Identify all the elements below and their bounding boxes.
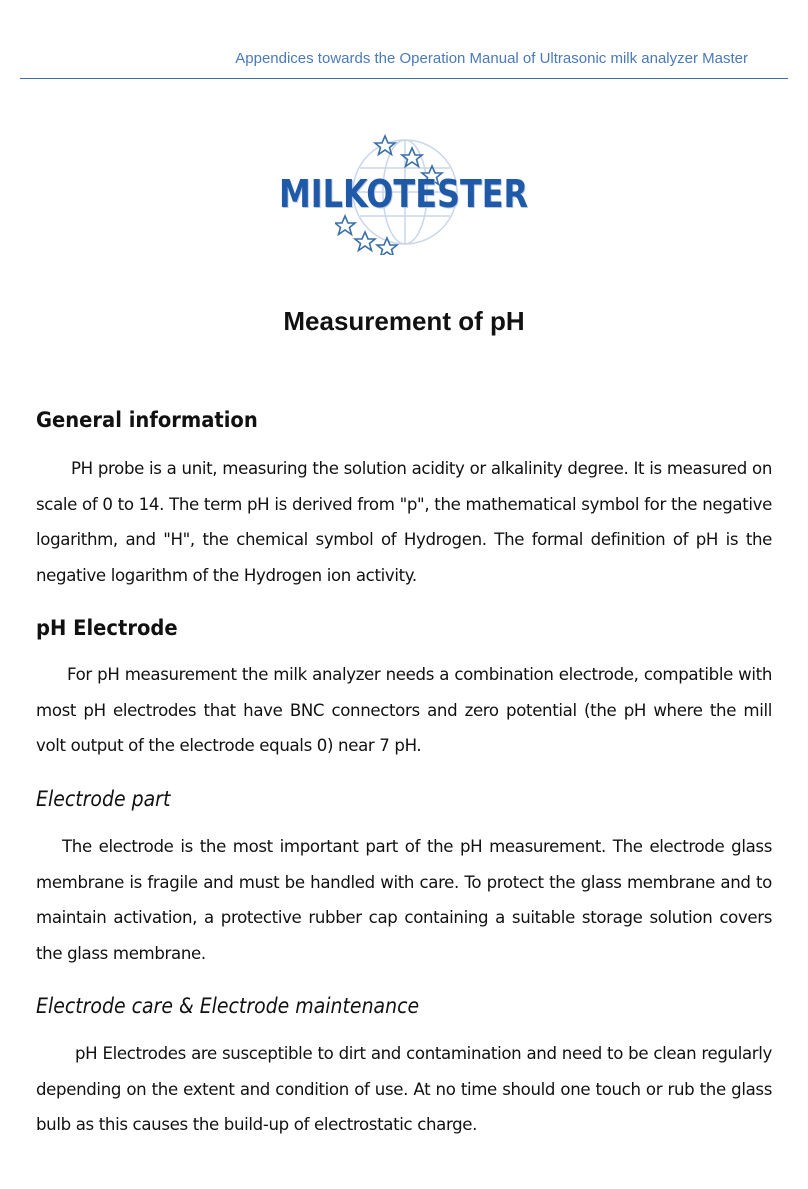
section-heading-electrode-care: Electrode care & Electrode maintenance (36, 994, 420, 1018)
running-header: Appendices towards the Operation Manual of Ultrasonic milk analyzer Master (235, 50, 748, 67)
milkotester-logo (275, 122, 529, 257)
page-title: Measurement of pH (283, 306, 525, 336)
header-divider (20, 78, 788, 79)
section-heading-electrode-part: Electrode part (36, 787, 171, 811)
logo-wordmark: MILKOTESTER (279, 172, 529, 216)
section-paragraph-general-information: PH probe is a unit, measuring the solution acidity or alkalinity degree. It is measured on scale of 0 to 14. The term pH is derived from "p", the mathematical symbol for the negative logarithm, and "H", the chemical symbol of Hydrogen. The formal definition of pH is the negative logarithm of the Hydrogen ion activity. (36, 459, 772, 585)
section-heading-ph-electrode: pH Electrode (36, 616, 178, 640)
section-paragraph-electrode-part: The electrode is the most important part of the pH measurement. The electrode glass membrane is fragile and must be handled with care. To protect the glass membrane and to maintain activation, a protective rubber cap containing a suitable storage solution covers the glass membrane. (36, 837, 772, 963)
section-heading-general-information: General information (36, 408, 258, 432)
section-paragraph-electrode-care: pH Electrodes are susceptible to dirt and contamination and need to be clean regularly depending on the extent and condition of use. At no time should one touch or rub the glass bulb as this causes the build-up of electrostatic charge. (36, 1044, 772, 1134)
section-paragraph-ph-electrode: For pH measurement the milk analyzer needs a combination electrode, compatible with most pH electrodes that have BNC connectors and zero potential (the pH where the mill volt output of the electrode equals 0) near 7 pH. (36, 665, 772, 755)
